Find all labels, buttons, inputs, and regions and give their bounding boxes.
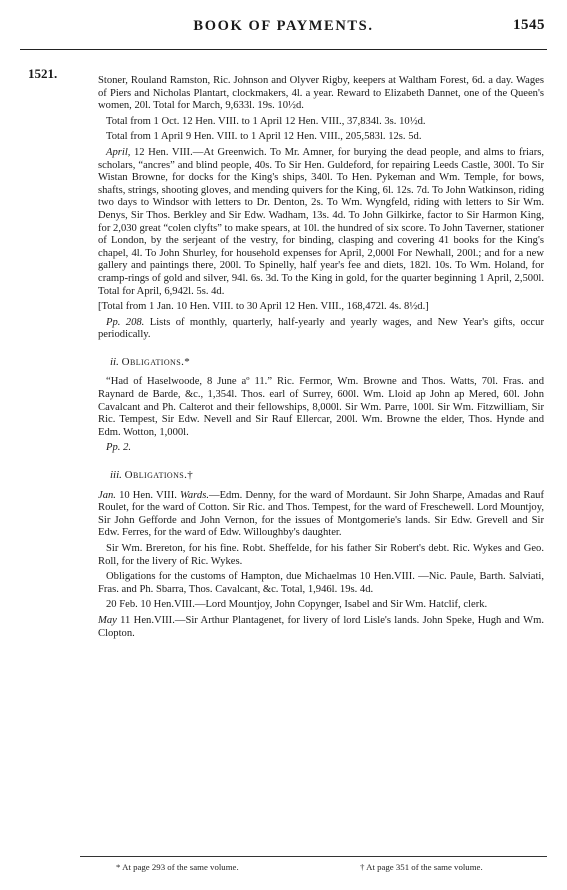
- section-heading: [110, 469, 544, 482]
- paragraph: Stoner, Rouland Ramston, Ric. Johnson and Olyver Rigby, keepers at Waltham Forest, 6d. a day. Wages of Piers and Nicholas Plantart, clockmakers, 4l. a year. Reward to Elizabeth Dannet, one of the Queen's women, 20l. Total for March, 9,633l. 19s. 10½d.: [98, 75, 544, 112]
- paragraph: [98, 147, 544, 298]
- running-title: BOOK OF PAYMENTS.: [193, 18, 374, 34]
- paragraph: [98, 615, 544, 640]
- page-number: 1545: [513, 17, 545, 33]
- footnote: * At page 293 of the same volume.: [116, 862, 239, 872]
- entry-text: 10 Hen.VIII.—Lord Mountjoy, John Copynger, Isabel and Sir Wm. Hatclif, clerk.: [137, 599, 488, 611]
- section-title: Obligations.†: [124, 469, 194, 482]
- entry-date: May: [98, 614, 117, 626]
- section-numeral: ii.: [110, 355, 119, 368]
- entry-date: April,: [106, 146, 131, 158]
- entry-text: 11 Hen.VIII.—Sir Arthur Plantagenet, for livery of lord Lisle's lands. John Speke, Hugh and Wm. Clopton.: [98, 614, 544, 639]
- paragraph: Total from 1 Oct. 12 Hen. VIII. to 1 April 12 Hen. VIII., 37,834l. 3s. 10½d.: [106, 115, 426, 127]
- section-numeral: iii.: [110, 469, 122, 482]
- entry-heading: Wards.: [180, 489, 209, 501]
- footnote-rule: [80, 856, 547, 857]
- section-title: Obligations.*: [121, 355, 191, 368]
- entry-text: 10 Hen. VIII.: [115, 489, 181, 501]
- paragraph: “Had of Haselwoode, 8 June aº 11.” Ric. Fermor, Wm. Browne and Thos. Watts, 70l. Fras. and Raynard de Barde, &c., 1,354l. Thos. earl of Surrey, 600l. Wm. Lloid ap John ap Mered, 60l. John Cavalcant and Ph. Calterot and their fellowships, 8,000l. Sir Wm. Parre, 100l. Sir Wm. Fitzwilliam, Sir Ric. Tempest, Sir Edw. Nevell and Sir Rauf Ellercar, 200l. Wm. Browne the elder, Thos. Hynde and Edm. Wotton, 1,000l.: [98, 376, 544, 438]
- paragraph: [98, 599, 544, 612]
- paragraph: Total from 1 April 9 Hen. VIII. to 1 April 12 Hen. VIII., 205,583l. 12s. 5d.: [106, 131, 422, 143]
- entry-date: 20 Feb.: [106, 599, 138, 611]
- entry-text: 12 Hen. VIII.—At Greenwich. To Mr. Amner, for burying the dead people, and alms to friars, scholars, “ancres” and blind people, 40s. To Sir Hen. Guldeford, for repairing Leeds Castle, 300l. To Sir Wistan Browne, for docks for the King's ships, 340l. To Hen. Pykeman and Wm. Temple, for bows, shafts, strings, shooting gloves, and mending quivers for the King, 6l. 12s. 7d. To John Watkinson, riding two days to Windsor with letters to Dr. Denton, 2s. To Wm. Wyngfeld, riding with letters to Sir Wm. Denys, Sir Thos. Berkley and Sir Edw. Wadham, 13s. 4d. To John Gilkirke, factor to Sir Harmon King, for 2,030 great “colen clyfts” to make spears, at 10l. the hundred of six score. To John Taverner, stationer of London, by the serjeant of the vestry, for binding, clasping and covering 41 books for the King's chapel, 4l. To John Shurley, for household expenses for April, 2,000l For Newhall, 200l.; and for a new gallery and paintings there, 200l. To Spinelly, half year's fee and diets, 182l. 10s. To Wm. Holand, for cramp-rings of gold and silver, 94l. 6s. 3d. To the King in gold, for the quarter beginning 1 April, 2,500l. Total for April, 6,942l. 5s. 4d.: [98, 146, 544, 297]
- section-heading: [110, 356, 544, 369]
- paragraph: [98, 317, 544, 342]
- paragraph: Sir Wm. Brereton, for his fine. Robt. Sheffelde, for his father Sir Robert's debt. Ric. Wykes and Geo. Roll, for the livery of Ric. Wykes.: [98, 543, 544, 567]
- page-count: Pp. 2.: [106, 442, 132, 454]
- entry-text: Lists of monthly, quarterly, half-yearly and yearly wages, and New Year's gifts, occur periodically.: [98, 316, 544, 341]
- paragraph: [98, 490, 544, 540]
- footnote: † At page 351 of the same volume.: [360, 862, 483, 872]
- running-header: [0, 18, 567, 42]
- paragraph: [Total from 1 Jan. 10 Hen. VIII. to 30 April 12 Hen. VIII., 168,472l. 4s. 8½d.]: [98, 301, 429, 313]
- header-rule: [20, 49, 547, 50]
- entry-text: —Edm. Denny, for the ward of Mordaunt. Sir John Sharpe, Amadas and Rauf Roulet, for the ward of Cotton. Sir Ric. and Thos. Tempest, for the ward of Freschewell. Lord Mountjoy, Sir John Gefforde and John Vernon, for the issues of Montgomerie's lands. Sir Edw. Grevell and Sir Edw. Ferres, for the ward of Edw. Willoughby's daughter.: [98, 489, 545, 539]
- body-text: [98, 75, 544, 643]
- entry-date: Jan.: [98, 489, 116, 501]
- paragraph: Obligations for the customs of Hampton, due Michaelmas 10 Hen.VIII. —Nic. Paule, Barth. Salviati, Fras. and Ph. Sbarra, Thos. Cavalcant, &c. Total, 1,946l. 19s. 4d.: [98, 571, 544, 595]
- margin-year: 1521.: [28, 66, 58, 81]
- page-count: Pp. 208.: [106, 316, 145, 328]
